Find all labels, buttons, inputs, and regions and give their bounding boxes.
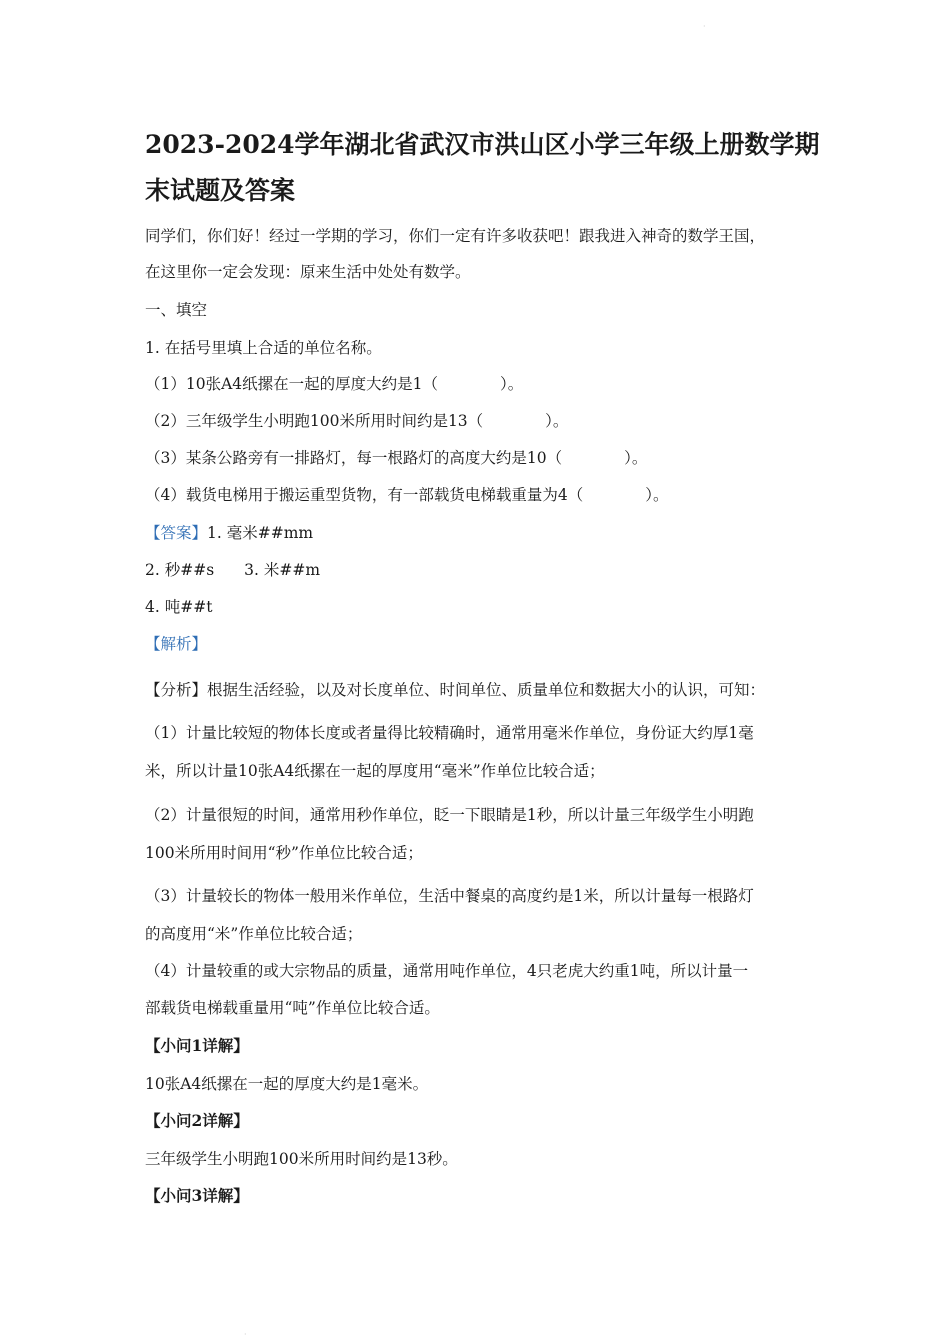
document-title-line-2: 末试题及答案 <box>145 176 296 205</box>
question-item-4: （4）载货电梯用于搬运重型货物，有一部载货电梯载重量为4（ ）。 <box>145 486 669 504</box>
question-item-1: （1）10张A4纸摞在一起的厚度大约是1（ ）。 <box>145 375 524 393</box>
analysis-line-7: 的高度用“米”作单位比较合适； <box>145 925 363 943</box>
detail-text-2: 三年级学生小明跑100米所用时间约是13秒。 <box>145 1150 458 1168</box>
question-item-2: （2）三年级学生小明跑100米所用时间约是13（ ）。 <box>145 412 569 430</box>
analysis-line-5: 100米所用时间用“秒”作单位比较合适； <box>145 844 423 862</box>
analysis-line-9: 部载货电梯载重量用“吨”作单位比较合适。 <box>145 999 440 1017</box>
analysis-line-4: （2）计量很短的时间，通常用秒作单位，眨一下眼睛是1秒，所以计量三年级学生小明跑 <box>145 806 754 824</box>
document-title-line-1: 2023-2024学年湖北省武汉市洪山区小学三年级上册数学期 <box>145 130 820 159</box>
intro-line-1: 同学们，你们好！经过一学期的学习，你们一定有许多收获吧！跟我进入神奇的数学王国， <box>145 227 766 245</box>
analysis-line-2: （1）计量比较短的物体长度或者量得比较精确时，通常用毫米作单位，身份证大约厚1毫 <box>145 724 754 742</box>
answer-1: 1. 毫米##mm <box>207 524 314 542</box>
analysis-line-8: （4）计量较重的或大宗物品的质量，通常用吨作单位，4只老虎大约重1吨，所以计量一 <box>145 962 749 980</box>
corner-mark: · <box>703 22 706 31</box>
answer-line-2 <box>145 559 815 581</box>
detail-heading-2: 【小问2详解】 <box>145 1111 249 1130</box>
detail-text-1: 10张A4纸摞在一起的厚度大约是1毫米。 <box>145 1075 429 1093</box>
analysis-tag: 【解析】 <box>145 635 208 653</box>
answer-tag: 【答案】 <box>145 524 208 542</box>
answer-2: 2. 秒##s <box>145 561 215 579</box>
detail-heading-1: 【小问1详解】 <box>145 1036 249 1055</box>
question-item-3: （3）某条公路旁有一排路灯，每一根路灯的高度大约是10（ ）。 <box>145 449 648 467</box>
section-heading: 一、填空 <box>145 301 208 319</box>
answer-line-1 <box>145 522 815 544</box>
answer-line-3 <box>145 596 815 618</box>
analysis-line-6: （3）计量较长的物体一般用米作单位，生活中餐桌的高度约是1米，所以计量每一根路灯 <box>145 887 754 905</box>
footer-mark: · <box>244 1330 247 1339</box>
analysis-line-3: 米，所以计量10张A4纸摞在一起的厚度用“毫米”作单位比较合适； <box>145 762 605 780</box>
answer-3: 3. 米##m <box>244 561 321 579</box>
intro-line-2: 在这里你一定会发现：原来生活中处处有数学。 <box>145 263 471 281</box>
answer-4: 4. 吨##t <box>145 598 213 616</box>
question-stem: 1. 在括号里填上合适的单位名称。 <box>145 339 382 357</box>
analysis-line-1: 【分析】根据生活经验，以及对长度单位、时间单位、质量单位和数据大小的认识，可知： <box>145 681 766 699</box>
detail-heading-3: 【小问3详解】 <box>145 1186 249 1205</box>
